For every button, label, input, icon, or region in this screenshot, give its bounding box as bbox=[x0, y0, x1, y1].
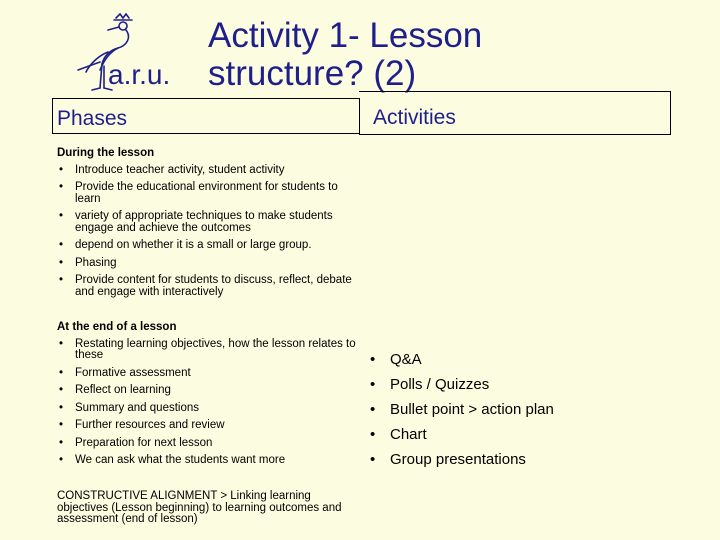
activity-item: • Bullet point > action plan bbox=[370, 400, 554, 425]
page-title: Activity 1- Lesson structure? (2) bbox=[208, 16, 483, 93]
activities-header bbox=[359, 91, 671, 135]
activity-item: • Chart bbox=[370, 425, 554, 450]
during-lesson-section bbox=[57, 148, 357, 304]
activity-item: • Q&A bbox=[370, 350, 554, 375]
end-lesson-heading: At the end of a lesson bbox=[57, 321, 177, 333]
list-item: • Summary and questions bbox=[57, 403, 357, 415]
list-item: • Phasing bbox=[57, 258, 357, 270]
phases-label: Phases bbox=[57, 107, 128, 130]
phases-header bbox=[52, 98, 360, 134]
list-item: • variety of appropriate techniques to make students engage and achieve the outcomes bbox=[57, 211, 357, 234]
end-lesson-section bbox=[57, 322, 357, 473]
during-lesson-heading: During the lesson bbox=[57, 147, 155, 159]
list-item: • Introduce teacher activity, student activity bbox=[57, 165, 357, 177]
heron-logo-icon bbox=[74, 12, 186, 92]
list-item: • Preparation for next lesson bbox=[57, 438, 357, 450]
constructive-alignment-note: CONSTRUCTIVE ALIGNMENT > Linking learning objectives (Lesson beginning) to learning outcomes and assessment (end of lesson) bbox=[57, 490, 342, 525]
activities-label: Activities bbox=[373, 106, 456, 129]
activities-list bbox=[370, 350, 554, 475]
activity-item: • Group presentations bbox=[370, 450, 554, 475]
aru-logo bbox=[74, 12, 186, 92]
list-item: • Restating learning objectives, how the lesson relates to these bbox=[57, 339, 357, 362]
during-lesson-list bbox=[57, 165, 357, 299]
list-item: • We can ask what the students want more bbox=[57, 455, 357, 467]
list-item: • depend on whether it is a small or large group. bbox=[57, 240, 357, 252]
list-item: • Formative assessment bbox=[57, 368, 357, 380]
end-lesson-list bbox=[57, 339, 357, 467]
activity-item: • Polls / Quizzes bbox=[370, 375, 554, 400]
list-item: • Further resources and review bbox=[57, 420, 357, 432]
svg-text:a.r.u.: a.r.u. bbox=[108, 59, 171, 90]
list-item: • Provide content for students to discuss, reflect, debate and engage with interactively bbox=[57, 275, 357, 298]
list-item: • Reflect on learning bbox=[57, 385, 357, 397]
list-item: • Provide the educational environment for students to learn bbox=[57, 182, 357, 205]
